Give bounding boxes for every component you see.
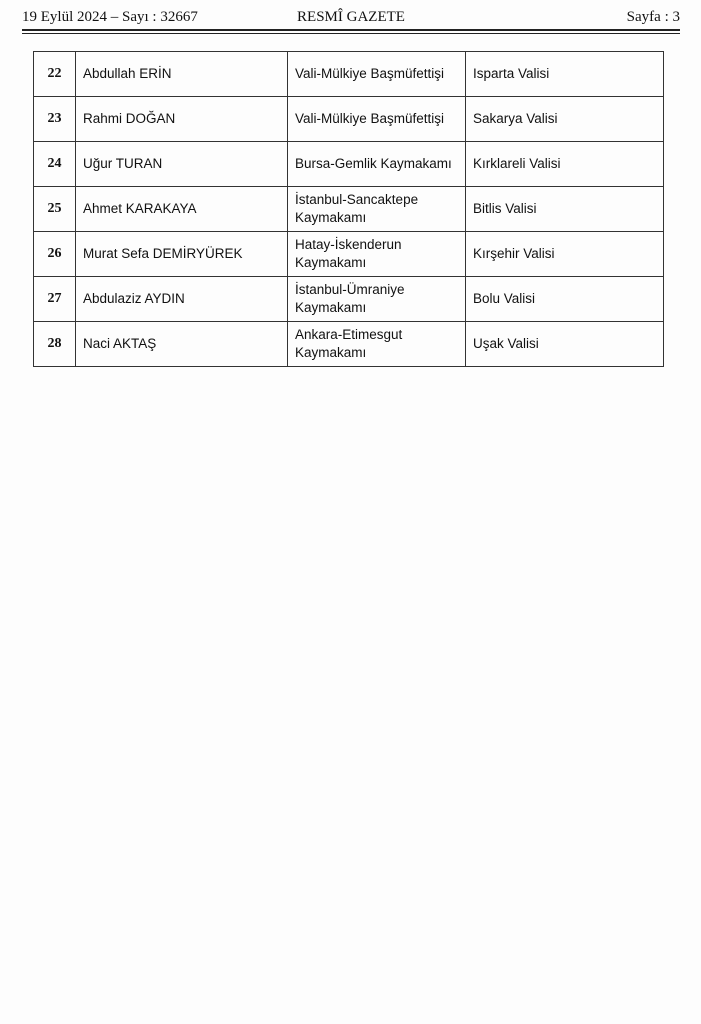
table-row bbox=[34, 322, 664, 367]
current-title: Bursa-Gemlik Kaymakamı bbox=[288, 142, 466, 187]
header-rule-thin bbox=[22, 33, 680, 34]
issue-date-number: 19 Eylül 2024 – Sayı : 32667 bbox=[22, 9, 198, 25]
person-name: Rahmi DOĞAN bbox=[76, 97, 288, 142]
appointed-title: Isparta Valisi bbox=[466, 52, 664, 97]
page-number: Sayfa : 3 bbox=[626, 9, 680, 25]
table-row bbox=[34, 97, 664, 142]
row-number: 22 bbox=[34, 52, 76, 97]
table-row bbox=[34, 52, 664, 97]
current-title: Hatay-İskenderun Kaymakamı bbox=[288, 232, 466, 277]
header-rule-thick bbox=[22, 29, 680, 31]
table-row bbox=[34, 142, 664, 187]
row-number: 28 bbox=[34, 322, 76, 367]
appointed-title: Uşak Valisi bbox=[466, 322, 664, 367]
person-name: Naci AKTAŞ bbox=[76, 322, 288, 367]
appointed-title: Bolu Valisi bbox=[466, 277, 664, 322]
row-number: 27 bbox=[34, 277, 76, 322]
appointed-title: Bitlis Valisi bbox=[466, 187, 664, 232]
row-number: 23 bbox=[34, 97, 76, 142]
current-title: Vali-Mülkiye Başmüfettişi bbox=[288, 97, 466, 142]
row-number: 26 bbox=[34, 232, 76, 277]
person-name: Abdullah ERİN bbox=[76, 52, 288, 97]
appointed-title: Kırşehir Valisi bbox=[466, 232, 664, 277]
current-title: İstanbul-Ümraniye Kaymakamı bbox=[288, 277, 466, 322]
person-name: Uğur TURAN bbox=[76, 142, 288, 187]
table-row bbox=[34, 232, 664, 277]
gazette-title: RESMÎ GAZETE bbox=[297, 9, 405, 25]
current-title: Ankara-Etimesgut Kaymakamı bbox=[288, 322, 466, 367]
current-title: İstanbul-Sancaktepe Kaymakamı bbox=[288, 187, 466, 232]
appointment-table bbox=[33, 51, 664, 367]
page-header bbox=[22, 6, 680, 28]
person-name: Ahmet KARAKAYA bbox=[76, 187, 288, 232]
table-row bbox=[34, 187, 664, 232]
appointed-title: Kırklareli Valisi bbox=[466, 142, 664, 187]
current-title: Vali-Mülkiye Başmüfettişi bbox=[288, 52, 466, 97]
row-number: 24 bbox=[34, 142, 76, 187]
table-row bbox=[34, 277, 664, 322]
person-name: Abdulaziz AYDIN bbox=[76, 277, 288, 322]
appointed-title: Sakarya Valisi bbox=[466, 97, 664, 142]
row-number: 25 bbox=[34, 187, 76, 232]
person-name: Murat Sefa DEMİRYÜREK bbox=[76, 232, 288, 277]
